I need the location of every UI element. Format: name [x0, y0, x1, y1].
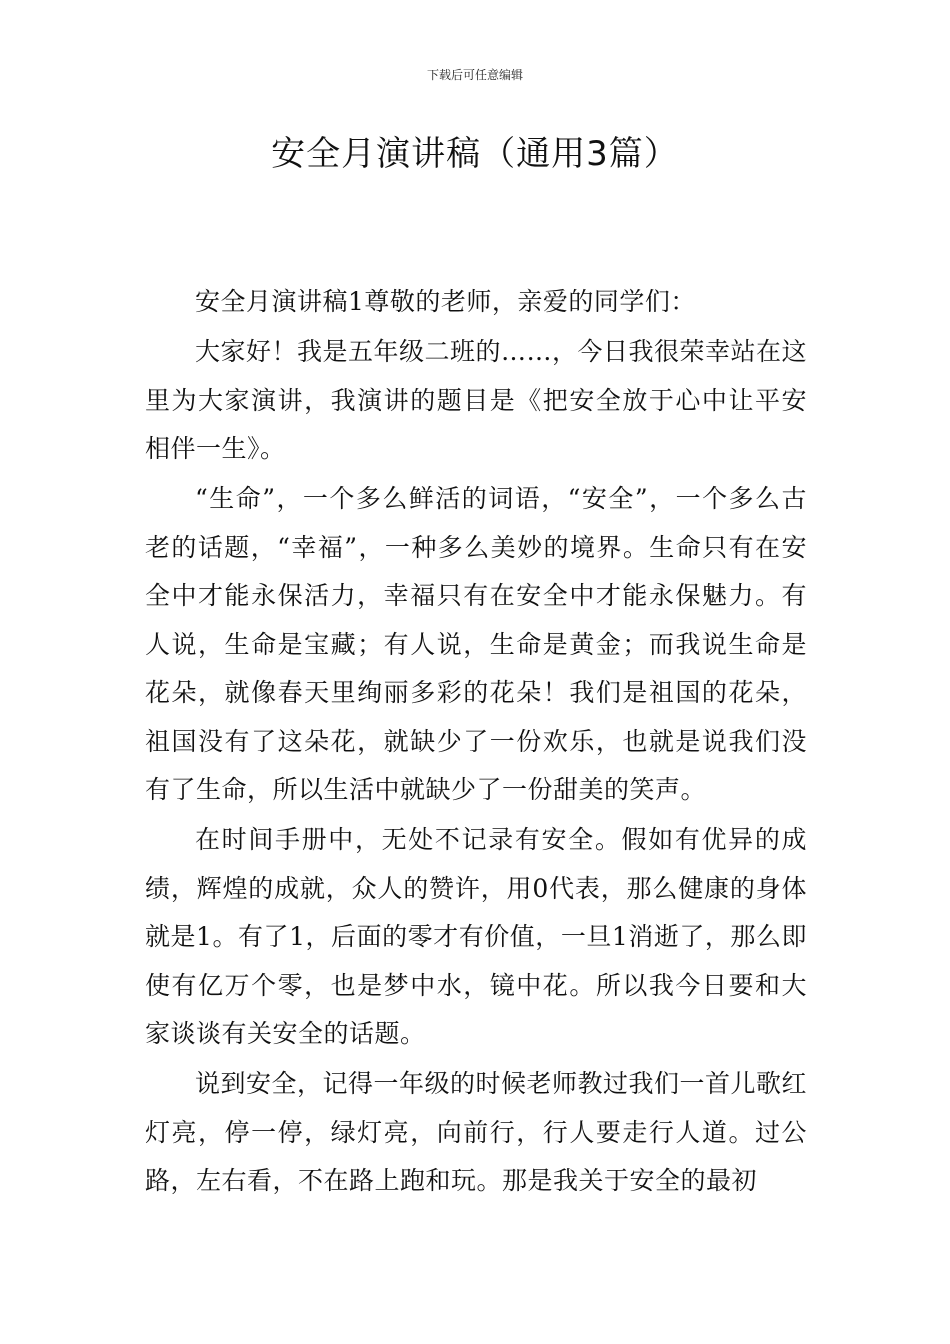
- document-title: 安全月演讲稿（通用3篇）: [271, 134, 679, 174]
- paragraph: 说到安全，记得一年级的时候老师教过我们一首儿歌红灯亮，停一停，绿灯亮，向前行，行人要走行人道。过公路，左右看，不在路上跑和玩。那是我关于安全的最初: [145, 1069, 808, 1195]
- paragraph: “生命”，一个多么鲜活的词语，“安全”，一个多么古老的话题，“幸福”，一种多么美妙的境界。生命只有在安全中才能永保活力，幸福只有在安全中才能永保魅力。有人说，生命是宝藏；有人说，生命是黄金；而我说生命是花朵，就像春天里绚丽多彩的花朵！我们是祖国的花朵，祖国没有了这朵花，就缺少了一份欢乐，也就是说我们没有了生命，所以生活中就缺少了一份甜美的笑声。: [145, 484, 807, 804]
- paragraph: 大家好！我是五年级二班的……，今日我很荣幸站在这里为大家演讲，我演讲的题目是《把安全放于心中让平安相伴一生》。: [145, 337, 808, 463]
- document-body: [145, 278, 807, 1207]
- header-note: 下载后可任意编辑: [426, 68, 523, 82]
- paragraph: 在时间手册中，无处不记录有安全。假如有优异的成绩，辉煌的成就，众人的赞许，用0代表，那么健康的身体就是1。有了1，后面的零才有价值，一旦1消逝了，那么即使有亿万个零，也是梦中水，镜中花。所以我今日要和大家谈谈有关安全的话题。: [145, 825, 807, 1048]
- paragraph-salutation: 安全月演讲稿1尊敬的老师，亲爱的同学们：: [195, 287, 696, 316]
